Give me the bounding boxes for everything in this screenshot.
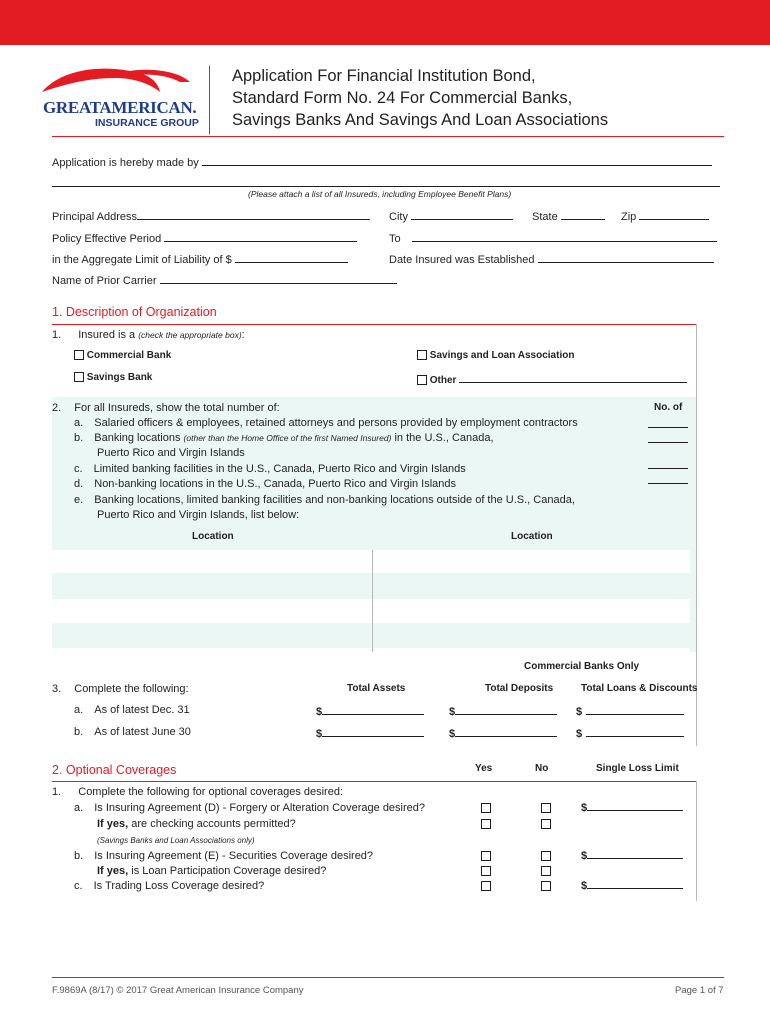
brand-subtitle: INSURANCE GROUP (95, 117, 199, 129)
state-row: State (532, 209, 605, 223)
s2-q1-row: 1. Complete the following for optional coverages desired: (52, 786, 344, 798)
savings-loan-checkbox[interactable] (417, 350, 427, 360)
loan-participation-yes-checkbox[interactable] (481, 866, 491, 876)
deposits-june-field[interactable]: $ (449, 726, 557, 740)
q2e-row-2: Puerto Rico and Virgin Islands, list below: (97, 509, 300, 521)
loans-dec-field[interactable]: $ (576, 704, 684, 718)
city-row: City (389, 209, 513, 223)
trading-loss-no-checkbox[interactable] (541, 881, 551, 891)
section-2-rule (52, 781, 697, 782)
commercial-bank-checkbox[interactable] (74, 350, 84, 360)
assets-dec-field[interactable]: $ (316, 704, 424, 718)
policy-from-field[interactable] (164, 231, 357, 242)
securities-no-checkbox[interactable] (541, 851, 551, 861)
count-field-b[interactable] (648, 442, 688, 443)
s2-qa-row: a. Is Insuring Agreement (D) - Forgery or Alteration Coverage desired? (74, 802, 426, 814)
header-divider (209, 66, 210, 134)
loans-june-field[interactable]: $ (576, 726, 684, 740)
application-by-row: Application is hereby made by (52, 155, 712, 169)
prior-carrier-row: Name of Prior Carrier (52, 273, 397, 287)
page-title: Application For Financial Institution Bond, Standard Form No. 24 For Commercial Banks, Savings Banks And Savings And Loan Associations (232, 67, 609, 129)
section-2-border (696, 781, 697, 901)
location-header-2: Location (511, 531, 553, 542)
option-commercial-bank[interactable]: Commercial Bank (74, 350, 171, 361)
section-2-title: 2. Optional Coverages (52, 763, 177, 777)
checking-no-checkbox[interactable] (541, 819, 551, 829)
trading-loss-yes-checkbox[interactable] (481, 881, 491, 891)
forgery-limit-field[interactable]: $ (581, 800, 683, 814)
s2-qa-note: (Savings Banks and Loan Associations only) (97, 836, 255, 845)
state-field[interactable] (561, 209, 605, 220)
prior-carrier-field[interactable] (160, 273, 397, 284)
option-savings-loan[interactable]: Savings and Loan Association (417, 350, 574, 361)
aggregate-limit-row: in the Aggregate Limit of Liability of $ (52, 252, 348, 266)
checking-yes-checkbox[interactable] (481, 819, 491, 829)
policy-to-field[interactable] (412, 231, 717, 242)
location-header-1: Location (192, 531, 234, 542)
q2e-row: e. Banking locations, limited banking facilities and non-banking locations outside of the U.S., Canada, (74, 494, 575, 506)
aggregate-limit-field[interactable] (235, 252, 348, 263)
location-column-divider (372, 550, 373, 652)
applicant-name-field-2[interactable] (52, 186, 720, 187)
forgery-no-checkbox[interactable] (541, 803, 551, 813)
commercial-only-label: Commercial Banks Only (524, 661, 640, 672)
q2b-row-2: Puerto Rico and Virgin Islands (97, 447, 245, 459)
q3a-row: a. As of latest Dec. 31 (74, 704, 190, 716)
count-field-a[interactable] (648, 427, 688, 428)
q2-row: 2. For all Insureds, show the total number of: (52, 402, 280, 414)
attach-note: (Please attach a list of all Insureds, including Employee Benefit Plans) (248, 189, 512, 199)
form-id: F.9869A (8/17) © 2017 Great American Insurance Company (52, 985, 304, 996)
principal-address-row: Principal Address (52, 209, 370, 223)
policy-period-row: Policy Effective Period (52, 231, 357, 245)
q2a-row: a. Salaried officers & employees, retained attorneys and persons provided by employment contractors (74, 417, 578, 429)
count-field-c[interactable] (648, 468, 688, 469)
policy-to-row: To (389, 231, 717, 245)
total-assets-header: Total Assets (347, 683, 406, 694)
s2-qb-row: b. Is Insuring Agreement (E) - Securities Coverage desired? (74, 850, 374, 862)
company-logo (40, 62, 200, 134)
s2-qa-ifyes-row: If yes, are checking accounts permitted? (97, 818, 296, 830)
single-loss-header: Single Loss Limit (596, 763, 679, 774)
brand-name: GREATAMERICAN. (43, 98, 197, 117)
date-established-field[interactable] (538, 252, 714, 263)
total-loans-header: Total Loans & Discounts (581, 683, 698, 694)
trading-loss-limit-field[interactable]: $ (581, 878, 683, 892)
assets-june-field[interactable]: $ (316, 726, 424, 740)
count-field-d[interactable] (648, 483, 688, 484)
deposits-dec-field[interactable]: $ (449, 704, 557, 718)
header-bar (0, 0, 770, 45)
location-row[interactable] (52, 599, 690, 623)
securities-limit-field[interactable]: $ (581, 848, 683, 862)
no-of-header: No. of (654, 402, 683, 413)
total-deposits-header: Total Deposits (485, 683, 554, 694)
q2d-row: d. Non-banking locations in the U.S., Canada, Puerto Rico and Virgin Islands (74, 478, 457, 490)
savings-bank-checkbox[interactable] (74, 372, 84, 382)
zip-field[interactable] (639, 209, 709, 220)
s2-qc-row: c. Is Trading Loss Coverage desired? (74, 880, 265, 892)
no-header: No (535, 763, 549, 774)
section-1-title: 1. Description of Organization (52, 305, 217, 319)
option-savings-bank[interactable]: Savings Bank (74, 372, 152, 383)
q2b-row: b. Banking locations (other than the Home Office of the first Named Insured) in the U.S., Canada, (74, 432, 494, 444)
header-rule (52, 136, 724, 137)
securities-yes-checkbox[interactable] (481, 851, 491, 861)
s2-qb-ifyes-row: If yes, is Loan Participation Coverage desired? (97, 865, 327, 877)
location-row[interactable] (52, 550, 690, 573)
other-checkbox[interactable] (417, 375, 427, 385)
principal-address-field[interactable] (137, 209, 370, 220)
q1-row: 1. Insured is a (check the appropriate box): (52, 329, 245, 341)
forgery-yes-checkbox[interactable] (481, 803, 491, 813)
q2c-row: c. Limited banking facilities in the U.S., Canada, Puerto Rico and Virgin Islands (74, 463, 466, 475)
loan-participation-no-checkbox[interactable] (541, 866, 551, 876)
q3-row: 3. Complete the following: (52, 683, 189, 695)
yes-header: Yes (475, 763, 493, 774)
option-other[interactable]: Other (417, 372, 687, 386)
applicant-name-field[interactable] (202, 155, 712, 166)
section-1-rule (52, 324, 697, 325)
q3b-row: b. As of latest June 30 (74, 726, 191, 738)
eagle-logo-icon (40, 62, 200, 102)
zip-row: Zip (621, 209, 709, 223)
city-field[interactable] (411, 209, 513, 220)
footer-rule (52, 977, 724, 978)
date-established-row: Date Insured was Established (389, 252, 714, 266)
location-row (52, 648, 690, 652)
other-field[interactable] (459, 372, 687, 383)
page-number: Page 1 of 7 (675, 985, 724, 996)
